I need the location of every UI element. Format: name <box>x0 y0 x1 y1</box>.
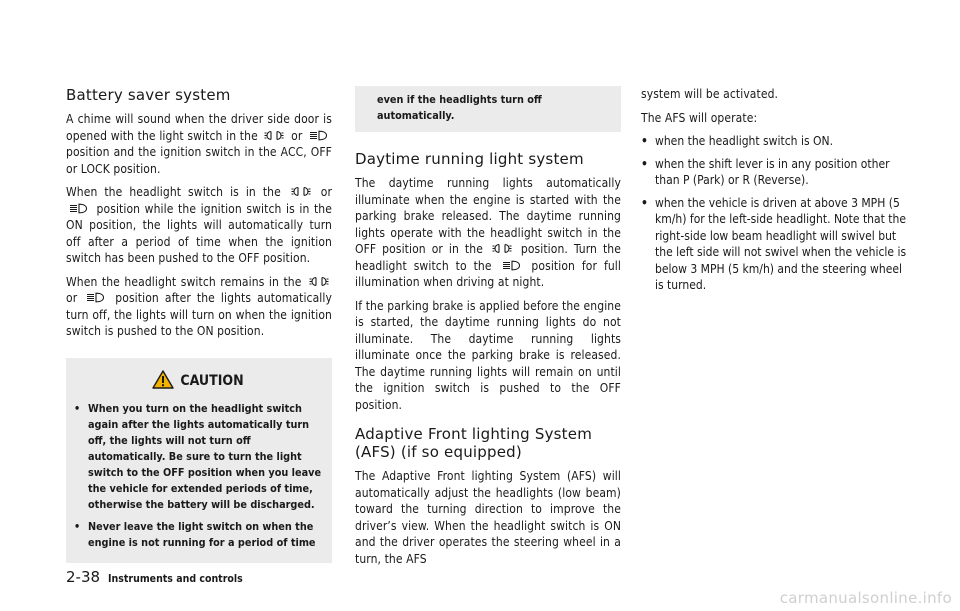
drl-paragraph-1: The daytime running lights automatically illuminate when the engine is started with the parking brake released. The daytime running lights operate with the headlight switch in the OFF position or in the position. Turn the headlight switch to the position for full illumination when driving at night. <box>355 176 621 289</box>
bullet: • <box>641 195 648 210</box>
afs-heading: Adaptive Front lighting System (AFS) (if so equipped) <box>355 425 593 461</box>
column-left <box>66 86 332 563</box>
afs-condition-item: • when the shift lever is in any position other than P (Park) or R (Reverse). <box>641 156 890 187</box>
battery-saver-paragraph-3: When the headlight switch remains in the or position after the lights automatically turn off, the lights will turn on when the ignition switch is pushed to the ON position. <box>66 274 332 338</box>
battery-saver-paragraph-2: When the headlight switch is in the or position while the ignition switch is in the ON position, the lights will automatically turn off after a period of time when the ignition switch has been pushed to the OFF position. <box>66 185 332 265</box>
bullet: • <box>641 134 648 148</box>
watermark: carmanualsonline.info <box>779 589 952 607</box>
battery-saver-paragraph-1: A chime will sound when the driver side door is opened with the light switch in the or position and the ignition switch in the ACC, OFF or LOCK position. <box>66 112 332 176</box>
page-footer <box>66 567 243 586</box>
caution-box-continued: even if the headlights turn off automatically. <box>355 86 621 132</box>
column-right <box>641 86 907 300</box>
caution-item: • Never leave the light switch on when the engine is not running for a period of time <box>74 519 316 549</box>
afs-operate-label: The AFS will operate: <box>641 110 758 125</box>
afs-paragraph-1: The Adaptive Front lighting System (AFS) will automatically adjust the headlights (low beam) toward the turning direction to improve the driver’s view. When the headlight switch is ON and the driver operates the steering wheel in a turn, the AFS <box>355 469 621 566</box>
caution-header <box>74 370 322 389</box>
afs-condition-item: • when the headlight switch is ON. <box>641 134 833 148</box>
column-middle <box>355 86 621 574</box>
headlight-icon <box>86 292 106 303</box>
parking-light-icon <box>264 130 284 141</box>
section-title: Instruments and controls <box>108 573 243 585</box>
warning-triangle-icon <box>152 370 174 389</box>
headlight-icon <box>502 260 522 271</box>
parking-light-icon <box>309 276 329 287</box>
headlight-icon <box>69 203 89 214</box>
headlight-icon <box>309 130 329 141</box>
parking-light-icon <box>492 243 512 254</box>
bullet: • <box>74 519 81 533</box>
drl-paragraph-2: If the parking brake is applied before the engine is started, the daytime running lights do not illuminate. The daytime running lights illuminate once the parking brake is released. The daytime running lights will remain on until the ignition switch is pushed to the OFF position. <box>355 298 621 412</box>
caution-box <box>66 358 332 563</box>
page-number: 2-38 <box>66 568 101 586</box>
battery-saver-heading: Battery saver system <box>66 86 231 104</box>
afs-condition-item: • when the vehicle is driven at above 3 MPH (5 km/h) for the left-side headlight. Note that the right-side low beam headlight will swivel but the left side will not swivel when the vehicle is below 3 MPH (5 km/h) and the steering wheel is turned. <box>641 195 907 292</box>
bullet: • <box>641 156 648 171</box>
bullet: • <box>74 401 81 415</box>
caution-item: • When you turn on the headlight switch again after the lights automatically turn off, the lights will not turn off automatically. Be sure to turn the light switch to the OFF position when you leave the vehicle for extended periods of time, otherwise the battery will be discharged. <box>74 401 322 511</box>
afs-paragraph-1-continued: system will be activated. <box>641 87 779 101</box>
daytime-running-light-heading: Daytime running light system <box>355 150 584 168</box>
parking-light-icon <box>291 186 311 197</box>
caution-label: CAUTION <box>180 372 244 389</box>
